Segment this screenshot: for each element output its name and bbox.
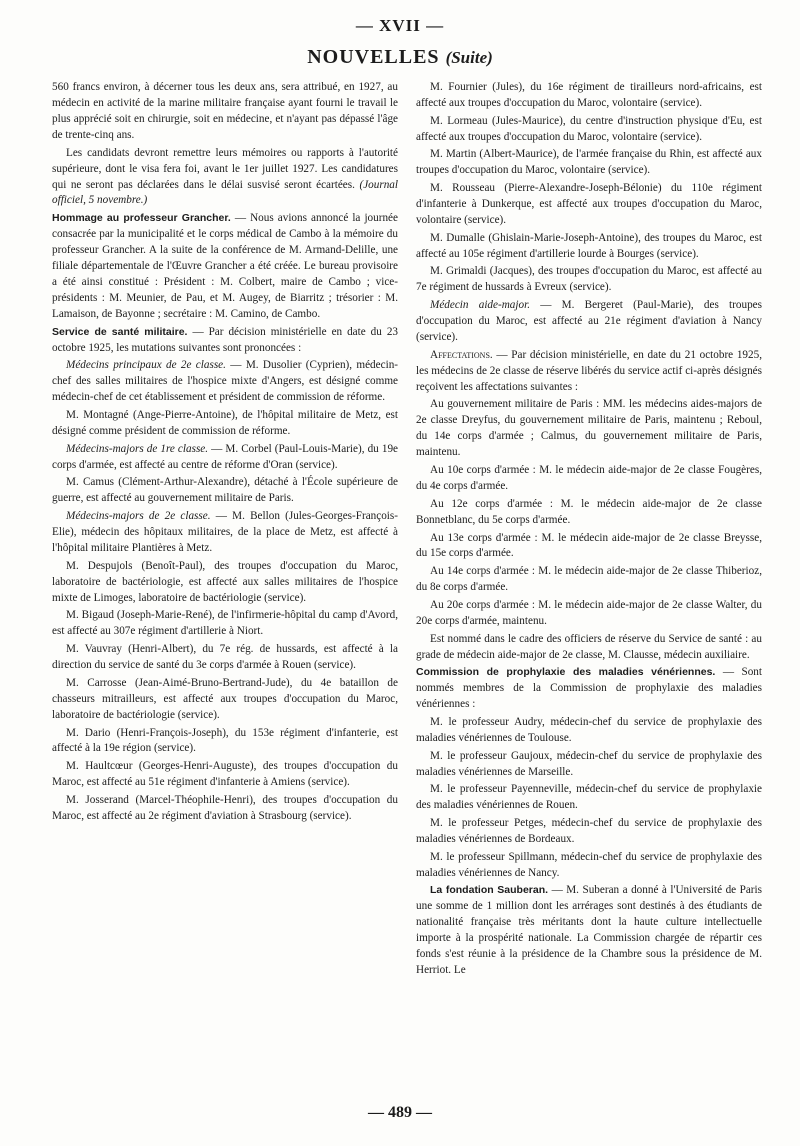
- majors-1re-text: — M. Corbel (Paul-Louis-Marie), du 19e corps d'armée, est affecté au centre de réforme d'Oran (service).: [52, 442, 399, 471]
- majors-2e-text: — M. Bellon (Jules-Georges-François-Elie), médecin des hôpitaux militaires, de la place de Metz, est affecté à l'hôpital militaire Plantières à Metz.: [52, 510, 398, 555]
- affectations-text: — Par décision ministérielle, en date du 21 octobre 1925, les médecins de 2e classe de réserve libérés du service actif ci-après désignés reçoivent les affectations suivantes :: [416, 348, 763, 393]
- heading-aide-major: Médecin aide-major.: [430, 299, 531, 312]
- paragraph-10e-corps: Au 10e corps d'armée : M. le médecin aide-major de 2e classe Fougères, du 4e corps d'armée.: [416, 464, 762, 493]
- right-column: [416, 80, 762, 981]
- paragraph-montagne: M. Montagné (Ange-Pierre-Antoine), de l'hôpital militaire de Metz, est désigné comme président de commission de réforme.: [52, 409, 398, 437]
- paragraph-bigaud: M. Bigaud (Joseph-Marie-René), de l'infirmerie-hôpital du camp d'Avord, est affecté au 307e régiment d'artillerie à Niort.: [52, 609, 398, 638]
- candidates-text: Les candidats devront remettre leurs mémoires ou rapports à l'autorité supérieure, dont le visa fera foi, avant le 1er juillet 1927. Les candidatures qui ne seront pas déclarées dans le délai susvisé seront écartées.: [52, 146, 398, 191]
- paragraph-martin: M. Martin (Albert-Maurice), de l'armée française du Rhin, est affecté aux troupes d'occupation du Maroc, volontaire (service).: [416, 148, 762, 177]
- paragraph-gaujoux: M. le professeur Gaujoux, médecin-chef du service de prophylaxie des maladies vénériennes de Marseille.: [416, 749, 762, 778]
- paragraph-petges: M. le professeur Petges, médecin-chef du service de prophylaxie des maladies vénériennes de Bordeaux.: [416, 817, 762, 846]
- heading-medecins-principaux: Médecins principaux de 2e classe.: [66, 359, 226, 372]
- heading-fondation-sauberan: La fondation Sauberan.: [430, 884, 549, 897]
- aide-major-text: — M. Bergeret (Paul-Marie), des troupes d'occupation du Maroc, est affecté au 21e régiment d'aviation à Nancy (service).: [416, 299, 762, 344]
- paragraph-spillmann: M. le professeur Spillmann, médecin-chef du service de prophylaxie des maladies vénériennes de Nancy.: [416, 850, 762, 879]
- left-column: [52, 80, 398, 827]
- paragraph-majors-2e: [52, 509, 398, 557]
- page-number: — 489 —: [368, 1104, 432, 1121]
- paragraph-camus: M. Camus (Clément-Arthur-Alexandre), détaché à l'École supérieure de guerre, est affecté au gouvernement militaire de Paris.: [52, 476, 398, 505]
- paragraph-audry: M. le professeur Audry, médecin-chef du service de prophylaxie des maladies vénériennes de Toulouse.: [416, 715, 762, 744]
- paragraph-20e-corps: Au 20e corps d'armée : M. le médecin aide-major de 2e classe Walter, du 20e corps d'armée, maintenu.: [416, 598, 762, 627]
- heading-hommage-grancher: Hommage au professeur Grancher.: [52, 212, 231, 225]
- paragraph-carrosse: M. Carrosse (Jean-Aimé-Bruno-Bertrand-Jude), du 4e bataillon de chasseurs mitrailleurs, est affecté aux troupes d'occupation du Maroc, laboratoire de bactériologie (service).: [52, 676, 398, 721]
- paragraph-prize-continuation: 560 francs environ, à décerner tous les deux ans, sera attribué, en 1927, au médecin en activité de la marine militaire française ayant fourni le travail le plus apprécié soit en chirurgie, soit en médecine, et n'ayant pas dépassé l'âge de trente-cinq ans.: [52, 81, 398, 141]
- paragraph-fondation-sauberan: [416, 883, 762, 979]
- paragraph-14e-corps: Au 14e corps d'armée : M. le médecin aide-major de 2e classe Thiberioz, du 8e corps d'armée.: [416, 565, 762, 594]
- commission-prophylaxie-text: — Sont nommés membres de la Commission de prophylaxie des maladies vénériennes :: [416, 666, 762, 711]
- service-sante-text: — Par décision ministérielle en date du 23 octobre 1925, les mutations suivantes sont prononcées :: [52, 325, 399, 354]
- paragraph-despujols: M. Despujols (Benoît-Paul), des troupes d'occupation du Maroc, laboratoire de bactériologie, est affecté aux salles militaires de l'hospice mixte de Limoges, laboratoire de bactériologie (service).: [52, 559, 398, 604]
- paragraph-rousseau: M. Rousseau (Pierre-Alexandre-Joseph-Bélonie) du 110e régiment d'infanterie à Dunkerque, est affecté aux troupes d'occupation du Maroc, volontaire (service).: [416, 182, 762, 227]
- paragraph-affectations: [416, 348, 762, 396]
- paragraph-candidates: [52, 146, 398, 210]
- running-head: — XVII —: [355, 16, 445, 35]
- paragraph-vauvray: M. Vauvray (Henri-Albert), du 7e rég. de hussards, est affecté à la direction du service de santé du 3e corps d'armée à Rouen (service).: [52, 643, 398, 672]
- paragraph-13e-corps: Au 13e corps d'armée : M. le médecin aide-major de 2e classe Breysse, du 15e corps d'armée.: [416, 531, 762, 560]
- paragraph-12e-corps: Au 12e corps d'armée : M. le médecin aide-major de 2e classe Bonnetblanc, du 5e corps d'armée.: [416, 497, 762, 526]
- paragraph-hommage-grancher: [52, 211, 398, 323]
- paragraph-payenneville: M. le professeur Payenneville, médecin-chef du service de prophylaxie des maladies vénériennes de Rouen.: [416, 783, 762, 812]
- paragraph-medecins-principaux: [52, 358, 398, 406]
- paragraph-gouvernement-paris: Au gouvernement militaire de Paris : MM. les médecins aides-majors de 2e classe Dreyfus, du gouvernement militaire de Paris, maintenu ; Reboul, du 14e corps d'armée ; Calmus, du gouvernement militaire de Paris, maintenu.: [416, 398, 762, 459]
- hommage-grancher-text: — Nous avions annoncé la journée consacrée par la municipalité et le corps médical de Cambo à la mémoire du professeur Grancher. A la suite de la conférence de M. Armand-Delille, une filiale départementale de l'Œuvre Grancher a été créée. Le bureau provisoire a été ainsi constitué : Président : M. Colbert, maire de Cambo ; vice-présidents : M. Meunier, de Pau, et M. Augey, de Biarritz ; trésorier : M. Lamaison, de Bayonne ; secrétaire : M. Camino, de Cambo.: [52, 212, 398, 320]
- paragraph-service-sante: [52, 325, 398, 357]
- paragraph-haultcoeur: M. Haultcœur (Georges-Henri-Auguste), des troupes d'occupation du Maroc, est affecté au 51e régiment d'infanterie à Amiens (service).: [52, 760, 398, 789]
- paragraph-dario: M. Dario (Henri-François-Joseph), du 153e régiment d'infanterie, est affecté à la 19e région (service).: [52, 726, 398, 755]
- paragraph-aide-major: [416, 298, 762, 346]
- paragraph-commission-prophylaxie: [416, 665, 762, 713]
- section-title: [0, 46, 800, 69]
- paragraph-josserand: M. Josserand (Marcel-Théophile-Henri), des troupes d'occupation du Maroc, est affecté au 2e régiment d'aviation à Strasbourg (service).: [52, 793, 398, 822]
- heading-majors-2e: Médecins-majors de 2e classe.: [66, 510, 211, 523]
- heading-affectations: Affectations.: [430, 348, 493, 361]
- section-title-suffix: (Suite): [445, 48, 493, 67]
- paragraph-dumalle: M. Dumalle (Ghislain-Marie-Joseph-Antoine), des troupes du Maroc, est affecté au 105e régiment d'artillerie lourde à Bourges (service).: [416, 231, 762, 260]
- paragraph-grimaldi: M. Grimaldi (Jacques), des troupes d'occupation du Maroc, est affecté au 7e régiment de hussards à Evreux (service).: [416, 265, 762, 294]
- paragraph-lormeau: M. Lormeau (Jules-Maurice), du centre d'instruction physique d'Eu, est affecté aux troupes d'occupation du Maroc, volontaire (service).: [416, 114, 762, 143]
- heading-majors-1re: Médecins-majors de 1re classe.: [66, 442, 209, 455]
- source-citation: (Journal officiel, 5 novembre.): [52, 178, 399, 207]
- paragraph-fournier: M. Fournier (Jules), du 16e régiment de tirailleurs nord-africains, est affecté aux troupes d'occupation du Maroc, volontaire (service).: [416, 81, 762, 109]
- paragraph-majors-1re: [52, 442, 398, 474]
- fondation-sauberan-text: — M. Suberan a donné à l'Université de Paris une somme de 1 million dont les arrérages sont destinés à des étudiants de nationalité française très méritants dont la haute culture intellectuelle importe à la prospérité nationale. La Commission chargée de répartir ces fonds s'est réunie à la présidence de la Chambre sous la présidence de M. Herriot. Le: [416, 884, 762, 977]
- heading-commission-prophylaxie: Commission de prophylaxie des maladies vénériennes.: [416, 666, 716, 679]
- heading-service-sante: Service de santé militaire.: [52, 325, 188, 338]
- paragraph-nomination-reserve: Est nommé dans le cadre des officiers de réserve du Service de santé : au grade de médecin aide-major de 2e classe, M. Clausse, médecin auxiliaire.: [416, 632, 762, 661]
- section-title-text: NOUVELLES: [307, 46, 440, 68]
- medecins-principaux-text: — M. Dusolier (Cyprien), médecin-chef des salles militaires de l'hospice mixte d'Angers, est désigné comme médecin-chef de cet établissement et président de commission de réforme.: [52, 359, 399, 404]
